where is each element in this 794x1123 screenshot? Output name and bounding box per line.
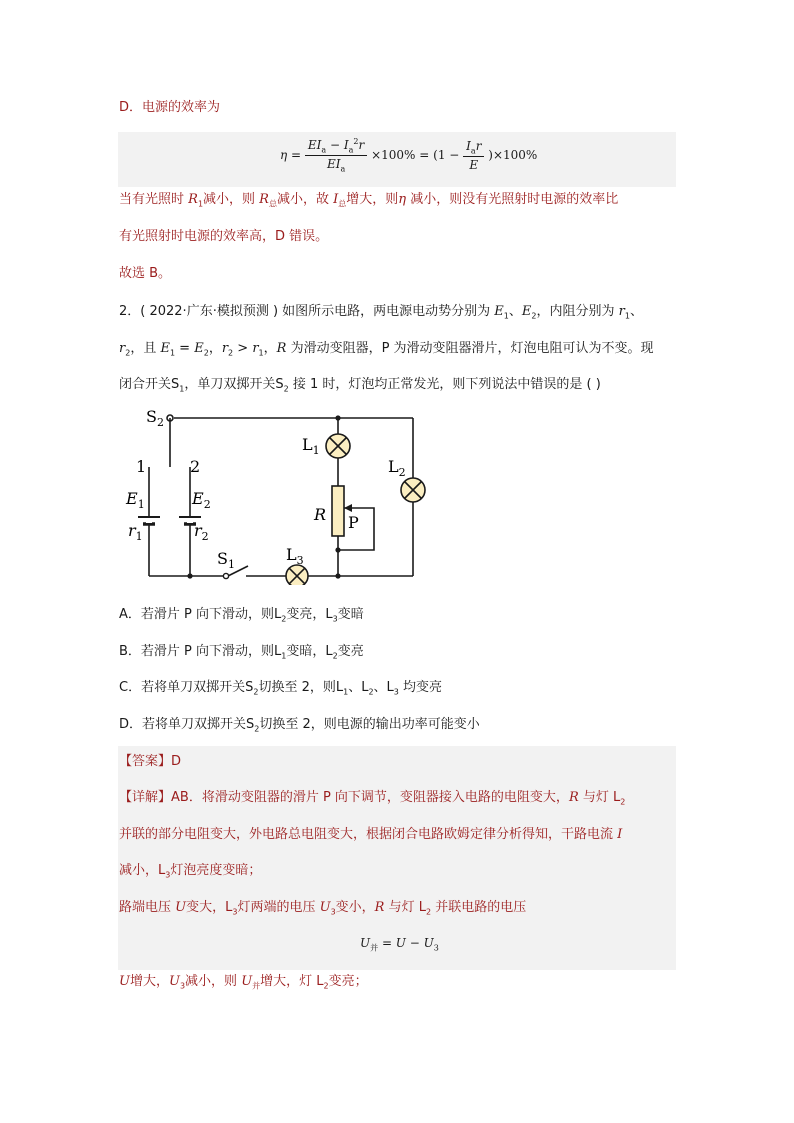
label-l1: $L_1$ — [302, 435, 320, 457]
answer-line: 【答案】D — [119, 754, 182, 769]
label-e1: $E_1$ — [126, 489, 145, 511]
detail-line-1: 【详解】AB．将滑动变阻器的滑片 P 向下调节，变阻器接入电路的电阻变大，R 与灯 $L_2$ — [119, 790, 626, 807]
option-b: B．若滑片 P 向下滑动，则$L_1$变暗，$L_2$变亮 — [119, 644, 364, 661]
explain-line-2: 有光照射时电源的效率高，D 错误。 — [119, 229, 329, 244]
lamp-l3 — [286, 565, 308, 585]
option-a: A．若滑片 P 向下滑动，则$L_2$变亮，$L_3$变暗 — [119, 607, 364, 624]
efficiency-formula: η = $\frac{EI_a - I_a^2r}{EI_a}$ ×100% = (1 − $\frac{I_ar}{E}$ )×100% — [280, 137, 538, 174]
question-2-line-1: 2．( 2022·广东·模拟预测 ) 如图所示电路，两电源电动势分别为 $E_1$、$E_2$，内阻分别为 $r_1$、 — [119, 304, 643, 321]
junction-bottom-right — [335, 573, 340, 578]
label-p: P — [348, 513, 359, 532]
rheostat-r — [332, 486, 344, 536]
label-terminal-1: 1 — [136, 457, 147, 476]
s1-contact — [223, 573, 228, 578]
detail-line-3: 减小，$L_3$灯泡亮度变暗； — [119, 863, 262, 880]
question-2-line-2: $r_2$，且 $E_1 = E_2$，$r_2 > r_1$，R 为滑动变阻器，P 为滑动变阻器滑片，灯泡电阻可认为不变。现 — [119, 341, 654, 358]
detail-line-4: 路端电压 U变大，$L_3$灯两端的电压 $U_3$变小，R 与灯 $L_2$ 并联电路的电压 — [119, 900, 527, 917]
question-2-line-3: 闭合开关$S_1$，单刀双掷开关$S_2$ 接 1 时，灯泡均正常发光，则下列说法中错误的是 ( ) — [119, 377, 601, 394]
label-r: R — [314, 505, 327, 524]
junction-bottom-left — [187, 573, 192, 578]
label-s2: $S_2$ — [146, 407, 164, 429]
lamp-l2 — [401, 478, 425, 502]
label-l3: $L_3$ — [286, 545, 304, 567]
label-r1: $r_1$ — [128, 521, 143, 543]
option-d-heading: D．电源的效率为 — [119, 100, 221, 115]
option-d: D．若将单刀双掷开关$S_2$切换至 2，则电源的输出功率可能变小 — [119, 717, 480, 734]
junction-top — [335, 415, 340, 420]
label-s1: $S_1$ — [217, 549, 235, 571]
parallel-voltage-formula: $U_并 = U - U_3$ — [360, 936, 439, 953]
lamp-l1 — [326, 434, 350, 458]
circuit-diagram — [118, 400, 428, 585]
label-e2: $E_2$ — [192, 489, 211, 511]
detail-line-5: U增大，$U_3$减小，则 $U_并$增大，灯 $L_2$变亮； — [119, 974, 368, 991]
label-terminal-2: 2 — [190, 457, 201, 476]
detail-line-2: 并联的部分电阻变大，外电路总电阻变大，根据闭合电路欧姆定律分析得知，干路电流 I — [119, 827, 623, 842]
slider-arrow — [344, 504, 352, 512]
conclusion-line: 故选 B。 — [119, 266, 172, 281]
explain-line-1: 当有光照时 $R_1$减小，则 $R_总$减小，故 $I_总$增大，则η 减小，则没有光照射时电源的效率比 — [119, 192, 619, 209]
label-r2: $r_2$ — [194, 521, 209, 543]
junction-slider — [335, 547, 340, 552]
option-c: C．若将单刀双掷开关$S_2$切换至 2，则$L_1$、$L_2$、$L_3$ 均变亮 — [119, 680, 443, 697]
label-l2: $L_2$ — [388, 457, 406, 479]
